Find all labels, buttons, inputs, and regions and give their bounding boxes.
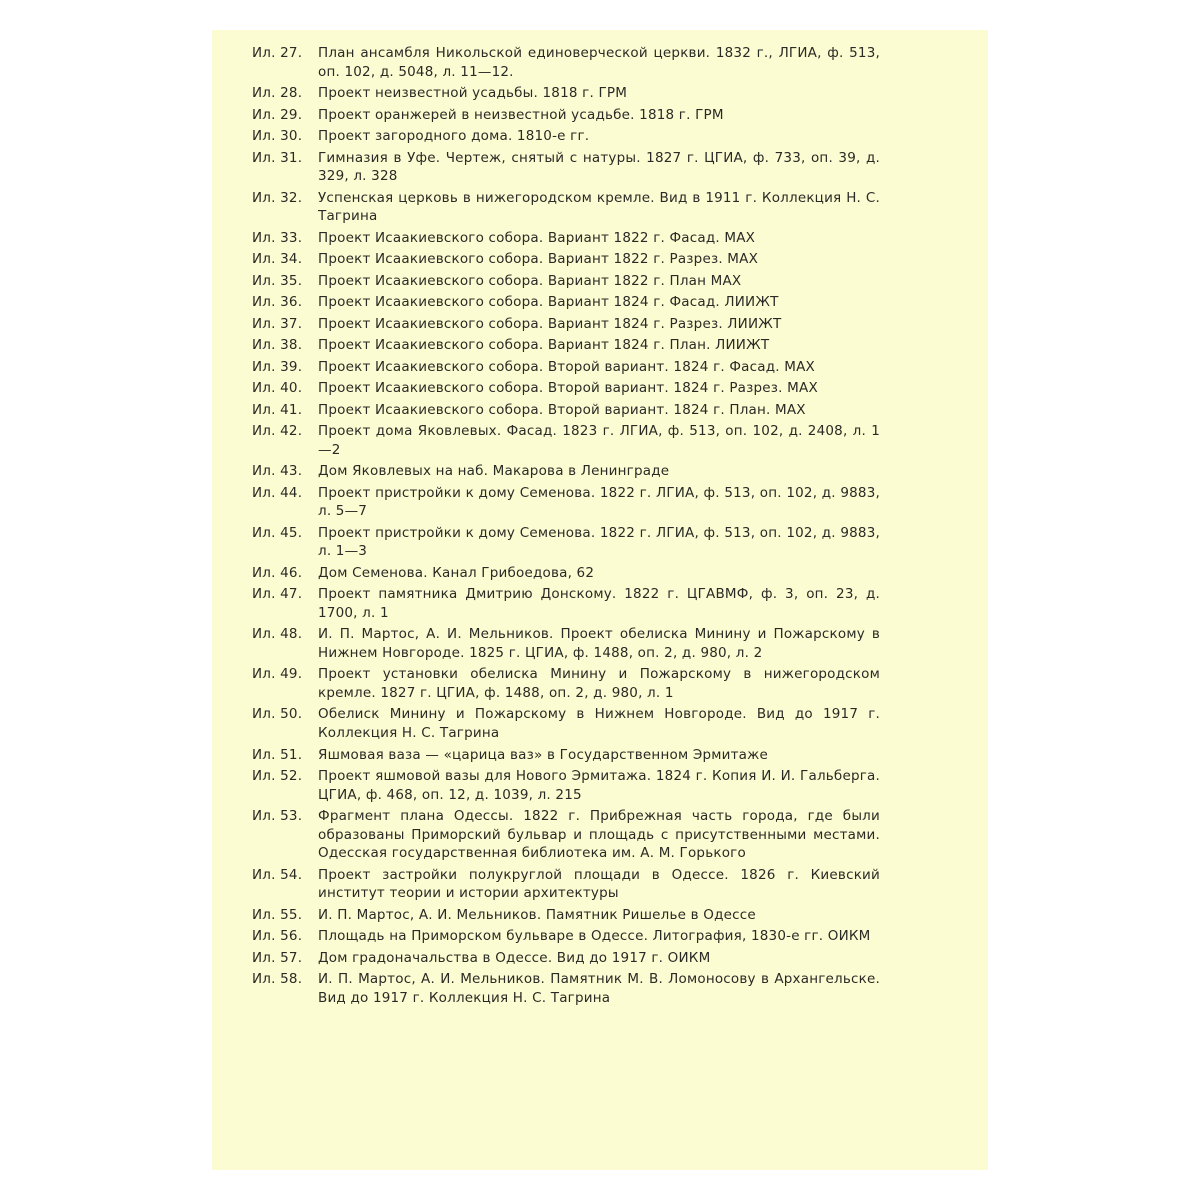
list-item	[252, 970, 880, 1007]
illustration-number: Ил. 56.	[252, 928, 303, 945]
illustration-caption: И. П. Мартос, А. И. Мельников. Памятник М. В. Ломоносову в Архангельске. Вид до 1917 г. Коллекция Н. С. Тагрина	[318, 971, 880, 1006]
illustration-number: Ил. 42.	[252, 423, 303, 440]
illustration-caption: Проект яшмовой вазы для Нового Эрмитажа. 1824 г. Копия И. И. Гальберга. ЦГИА, ф. 468, оп. 12, д. 1039, л. 215	[318, 768, 880, 803]
illustration-number: Ил. 36.	[252, 294, 303, 311]
illustration-caption: И. П. Мартос, А. И. Мельников. Памятник Ришелье в Одессе	[318, 906, 756, 923]
illustration-caption: Проект загородного дома. 1810-е гг.	[318, 128, 590, 145]
list-item	[252, 484, 880, 521]
illustration-caption: Проект застройки полукруглой площади в Одессе. 1826 г. Киевский институт теории и истории архитектуры	[318, 866, 880, 902]
illustration-caption: Проект Исаакиевского собора. Вариант 1824 г. Фасад. ЛИИЖТ	[318, 294, 779, 311]
illustration-number: Ил. 28.	[252, 85, 303, 102]
illustration-caption: Успенская церковь в нижегородском кремле. Вид в 1911 г. Коллекция Н. С. Тагрина	[318, 189, 880, 225]
illustration-number: Ил. 53.	[252, 808, 303, 825]
illustration-caption: Проект Исаакиевского собора. Вариант 1824 г. Разрез. ЛИИЖТ	[318, 315, 782, 332]
list-item	[252, 767, 880, 804]
list-item	[252, 906, 880, 925]
illustration-number: Ил. 55.	[252, 906, 303, 923]
illustration-number: Ил. 46.	[252, 564, 303, 581]
illustration-caption: Проект памятника Дмитрию Донскому. 1822 г. ЦГАВМФ, ф. 3, оп. 23, д. 1700, л. 1	[318, 586, 880, 621]
list-item	[252, 250, 880, 269]
illustration-caption: Проект Исаакиевского собора. Вариант 1822 г. План МАХ	[318, 272, 742, 289]
illustration-number: Ил. 44.	[252, 484, 303, 501]
illustration-caption: План ансамбля Никольской единоверческой церкви. 1832 г., ЛГИА, ф. 513, оп. 102, д. 5048, л. 11—12.	[318, 45, 880, 80]
list-item	[252, 189, 880, 226]
book-page	[212, 30, 988, 1170]
illustration-caption: Проект Исаакиевского собора. Вариант 1822 г. Фасад. МАХ	[318, 229, 756, 246]
list-item	[252, 422, 880, 459]
illustration-number: Ил. 48.	[252, 626, 303, 643]
illustration-number: Ил. 39.	[252, 358, 303, 375]
list-item	[252, 336, 880, 355]
illustration-list	[252, 44, 880, 1010]
illustration-caption: Проект Исаакиевского собора. Второй вариант. 1824 г. План. МАХ	[318, 401, 806, 418]
illustration-number: Ил. 54.	[252, 866, 303, 883]
list-item	[252, 106, 880, 125]
illustration-caption: Площадь на Приморском бульваре в Одессе. Литография, 1830-е гг. ОИКМ	[318, 928, 871, 945]
illustration-number: Ил. 31.	[252, 149, 303, 166]
list-item	[252, 229, 880, 248]
illustration-caption: Гимназия в Уфе. Чертеж, снятый с натуры. 1827 г. ЦГИА, ф. 733, оп. 39, д. 329, л. 328	[318, 149, 880, 185]
illustration-caption: Проект установки обелиска Минину и Пожарскому в нижегородском кремле. 1827 г. ЦГИА, ф. 1488, оп. 2, д. 980, л. 1	[318, 666, 880, 701]
illustration-caption: Фрагмент плана Одессы. 1822 г. Прибрежная часть города, где были образованы Приморский бульвар и площадь с присутственными местами. Одесская государственная библиотека им. А. М. Горького	[318, 808, 880, 862]
illustration-caption: Проект неизвестной усадьбы. 1818 г. ГРМ	[318, 85, 628, 102]
illustration-number: Ил. 58.	[252, 971, 303, 988]
illustration-caption: Проект Исаакиевского собора. Вариант 1824 г. План. ЛИИЖТ	[318, 337, 770, 354]
list-item	[252, 462, 880, 481]
illustration-number: Ил. 32.	[252, 189, 303, 206]
illustration-number: Ил. 41.	[252, 401, 303, 418]
illustration-number: Ил. 45.	[252, 524, 303, 541]
list-item	[252, 585, 880, 622]
illustration-caption: Дом Семенова. Канал Грибоедова, 62	[318, 564, 595, 581]
list-item	[252, 127, 880, 146]
illustration-number: Ил. 57.	[252, 949, 303, 966]
list-item	[252, 746, 880, 765]
illustration-caption: Обелиск Минину и Пожарскому в Нижнем Новгороде. Вид до 1917 г. Коллекция Н. С. Тагрина	[318, 706, 880, 742]
list-item	[252, 625, 880, 662]
illustration-caption: И. П. Мартос, А. И. Мельников. Проект обелиска Минину и Пожарскому в Нижнем Новгороде. 1825 г. ЦГИА, ф. 1488, оп. 2, д. 980, л. 2	[318, 626, 880, 661]
list-item	[252, 401, 880, 420]
illustration-number: Ил. 47.	[252, 586, 303, 603]
list-item	[252, 705, 880, 742]
list-item	[252, 272, 880, 291]
illustration-number: Ил. 29.	[252, 106, 303, 123]
illustration-caption: Дом Яковлевых на наб. Макарова в Ленинграде	[318, 463, 670, 480]
illustration-number: Ил. 34.	[252, 251, 303, 268]
list-item	[252, 358, 880, 377]
illustration-caption: Проект пристройки к дому Семенова. 1822 г. ЛГИА, ф. 513, оп. 102, д. 9883, л. 1—3	[318, 524, 880, 560]
illustration-number: Ил. 37.	[252, 315, 303, 332]
illustration-caption: Проект Исаакиевского собора. Второй вариант. 1824 г. Фасад. МАХ	[318, 358, 815, 375]
illustration-number: Ил. 33.	[252, 229, 303, 246]
list-item	[252, 293, 880, 312]
illustration-caption: Проект дома Яковлевых. Фасад. 1823 г. ЛГИА, ф. 513, оп. 102, д. 2408, л. 1—2	[318, 423, 880, 458]
illustration-number: Ил. 27.	[252, 45, 303, 61]
illustration-caption: Яшмовая ваза — «царица ваз» в Государственном Эрмитаже	[318, 746, 768, 763]
list-item	[252, 379, 880, 398]
list-item	[252, 524, 880, 561]
illustration-number: Ил. 43.	[252, 463, 303, 480]
illustration-number: Ил. 50.	[252, 706, 303, 723]
illustration-caption: Проект Исаакиевского собора. Вариант 1822 г. Разрез. МАХ	[318, 251, 759, 268]
illustration-number: Ил. 30.	[252, 128, 303, 145]
illustration-number: Ил. 49.	[252, 666, 303, 683]
list-item	[252, 949, 880, 968]
list-item	[252, 807, 880, 863]
illustration-caption: Проект пристройки к дому Семенова. 1822 г. ЛГИА, ф. 513, оп. 102, д. 9883, л. 5—7	[318, 484, 880, 520]
list-item	[252, 564, 880, 583]
illustration-number: Ил. 38.	[252, 337, 303, 354]
illustration-number: Ил. 40.	[252, 380, 303, 397]
illustration-caption: Дом градоначальства в Одессе. Вид до 1917 г. ОИКМ	[318, 949, 711, 966]
illustration-caption: Проект оранжерей в неизвестной усадьбе. 1818 г. ГРМ	[318, 106, 724, 123]
list-item	[252, 866, 880, 903]
illustration-caption: Проект Исаакиевского собора. Второй вариант. 1824 г. Разрез. МАХ	[318, 380, 818, 397]
list-item	[252, 927, 880, 946]
illustration-number: Ил. 35.	[252, 272, 303, 289]
list-item	[252, 44, 880, 81]
list-item	[252, 84, 880, 103]
list-item	[252, 665, 880, 702]
list-item	[252, 315, 880, 334]
illustration-number: Ил. 51.	[252, 746, 303, 763]
list-item	[252, 149, 880, 186]
illustration-number: Ил. 52.	[252, 768, 303, 785]
